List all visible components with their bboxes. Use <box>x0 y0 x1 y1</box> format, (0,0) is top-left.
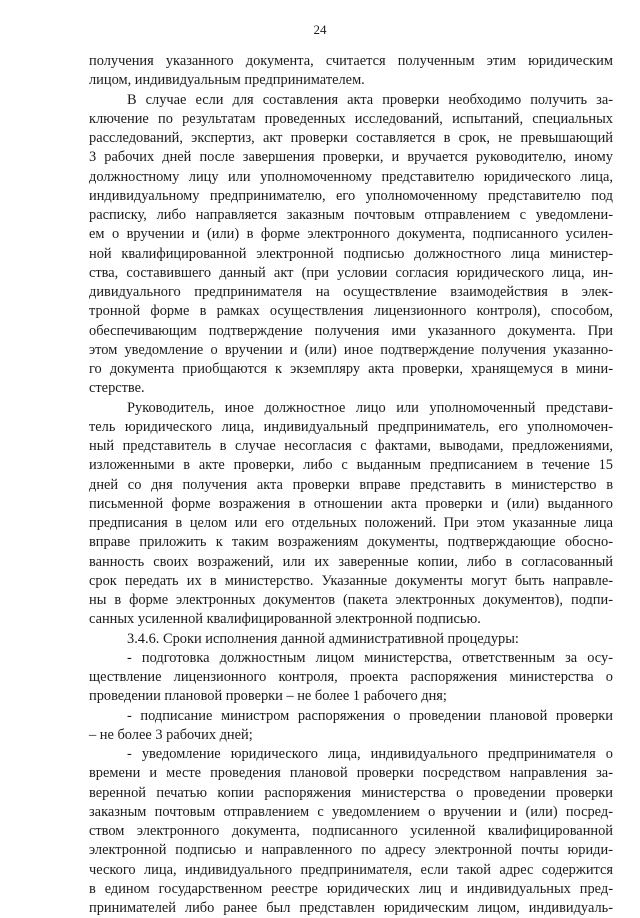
text-line: санных усиленной квалифицированной электронной подписью. <box>89 611 481 628</box>
document-body <box>89 52 613 918</box>
text-line: времени и месте проведения плановой проверки посредством направления за- <box>89 765 613 782</box>
text-line: должностному лицу или уполномоченному представителю юридического лица, <box>89 168 613 185</box>
text-line: ческого лица, индивидуального предпринимателя, если такой адрес содержится <box>89 861 613 878</box>
text-line: этом уведомление о вручении и (или) иное подтверждение получения указанно- <box>89 341 613 358</box>
text-line: Руководитель, иное должностное лицо или уполномоченный представи- <box>127 399 613 416</box>
text-line: 3 рабочих дней после завершения проверки, и вручается руководителю, иному <box>89 149 613 166</box>
text-line: веренной печатью копии распоряжения министерства о проведении проверки <box>89 784 613 801</box>
text-line: дивидуального предпринимателя на осуществление взаимодействия в элек- <box>89 284 613 300</box>
text-line: ем о вручении и (или) в форме электронного документа, подписанного усилен- <box>89 226 613 243</box>
text-line: В случае если для составления акта проверки необходимо получить за- <box>127 91 613 108</box>
text-line: расписку, либо направляется заказным почтовым отправлением с уведомлени- <box>89 207 613 223</box>
text-line: в едином государственном реестре юридических лиц и индивидуальных пред- <box>89 880 613 897</box>
text-line: – не более 3 рабочих дней; <box>89 726 253 743</box>
text-line: индивидуальному предпринимателю, его уполномоченному представителю под <box>89 187 613 204</box>
text-line: срок передать их в министерство. Указанные документы могут быть направле- <box>89 572 613 589</box>
text-line: ществление лицензионного контроля, проекта распоряжения министерства о <box>89 669 613 685</box>
text-line: 3.4.6. Сроки исполнения данной административной процедуры: <box>127 630 519 647</box>
text-line: - подписание министром распоряжения о проведении плановой проверки <box>127 707 613 724</box>
text-line: стерстве. <box>89 380 145 397</box>
text-line: ной квалифицированной электронной подписью должностного лица министер- <box>89 245 613 262</box>
text-line: лицом, индивидуальным предпринимателем. <box>89 72 365 89</box>
text-line: расследований, экспертиз, акт проверки составляется в срок, не превышающий <box>89 130 613 146</box>
text-line: ны в форме электронных документов (пакета электронных документов), подпи- <box>89 592 613 608</box>
page-number: 24 <box>313 22 327 37</box>
text-line: - подготовка должностным лицом министерства, ответственным за осу- <box>127 649 613 666</box>
text-line: получения указанного документа, считается полученным этим юридическим <box>89 53 613 69</box>
text-line: электронной подписью и направленного по адресу электронной почты юриди- <box>89 842 613 859</box>
text-line: ключение по результатам проведенных исследований, испытаний, специальных <box>89 110 613 127</box>
text-line: тронной форме в рамках осуществления лицензионного контроля), способом, <box>89 303 613 320</box>
text-line: изложенными в акте проверки, либо с выданным предписанием в течение 15 <box>89 457 613 474</box>
text-line: предписания в целом или его отдельных положений. При этом указанные лица <box>89 515 613 531</box>
text-line: письменной форме возражения в отношении акта проверки и (или) выданного <box>89 495 613 512</box>
text-line: вправе приложить к таким возражениям документы, подтверждающие обосно- <box>89 534 613 551</box>
text-line: ный представитель в случае несогласия с фактами, выводами, предложениями, <box>89 438 613 454</box>
text-line: ством электронного документа, подписанного усиленной квалифицированной <box>89 823 613 839</box>
text-line: заказным почтовым отправлением с уведомлением о вручении и (или) посред- <box>89 803 613 820</box>
text-line: тель юридического лица, индивидуальный предприниматель, его уполномочен- <box>89 418 613 435</box>
text-line: го документа приобщаются к экземпляру акта проверки, хранящемуся в мини- <box>89 361 613 377</box>
text-line: дней со дня получения акта проверки вправе представить в министерство в <box>89 476 613 493</box>
text-line: - уведомление юридического лица, индивидуального предпринимателя о <box>127 746 613 762</box>
text-line: проведении плановой проверки – не более 1 рабочего дня; <box>89 688 447 705</box>
text-line: ванность своих возражений, или их заверенные копии, либо в согласованный <box>89 553 613 570</box>
text-line: ства, составившего данный акт (при условии согласия юридического лица, ин- <box>89 264 613 281</box>
text-line: принимателей либо ранее был представлен юридическим лицом, индивидуаль- <box>89 900 613 916</box>
text-line: обеспечивающим подтверждение получения ими указанного документа. При <box>89 322 613 339</box>
